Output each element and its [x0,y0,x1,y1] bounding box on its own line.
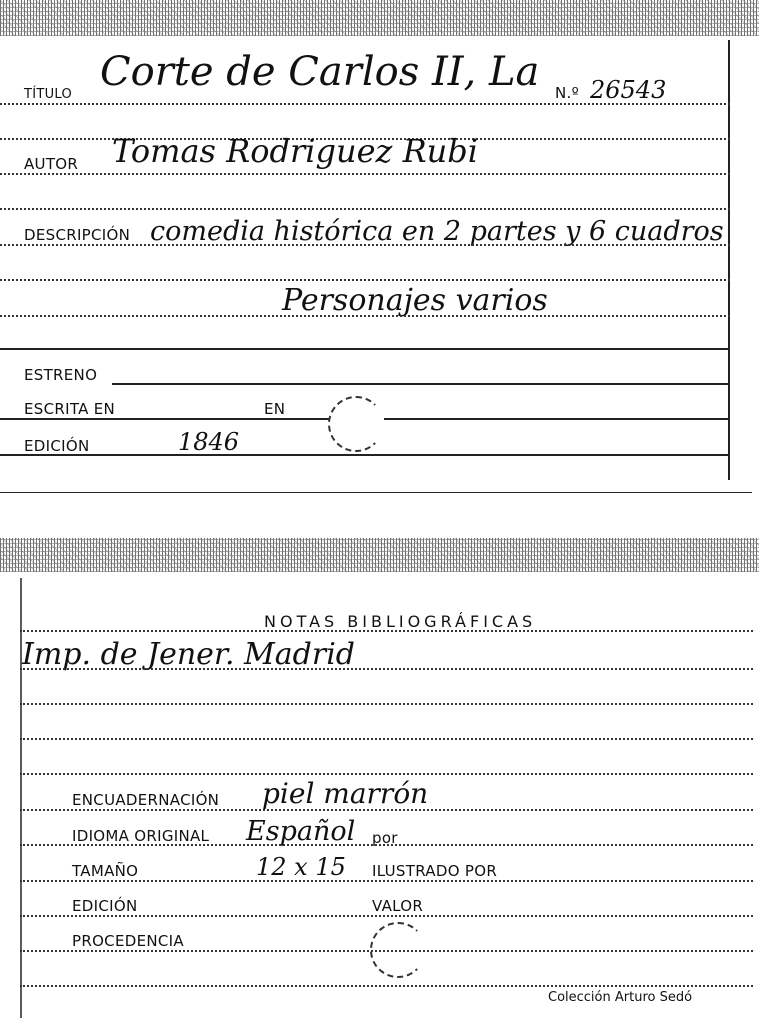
numero-label: N.º [555,84,579,102]
line [0,315,730,317]
titulo-value: Corte de Carlos II, La [100,49,540,95]
rule [0,454,730,456]
titulo-label: TÍTULO [24,87,73,102]
ilustrado-label: ILUSTRADO POR [372,862,498,880]
line [20,773,753,775]
line [20,950,753,952]
procedencia-label: PROCEDENCIA [72,932,184,950]
autor-value: Tomas Rodriguez Rubi [112,132,478,170]
por-label: por [372,829,398,847]
line [20,630,753,632]
line [20,844,753,846]
line [0,208,730,210]
edicion-label-2: EDICIÓN [72,897,138,915]
line [20,668,753,670]
rule [384,418,730,420]
descripcion-value: comedia histórica en 2 partes y 6 cuadros [150,216,724,247]
collection-footer: Colección Arturo Sedó [548,990,693,1005]
rule [112,383,730,385]
line [0,173,730,175]
line [0,103,730,105]
line [0,244,730,246]
card-edge [728,40,730,480]
tamano-value: 12 x 15 [256,853,346,881]
line [0,279,730,281]
encuadernacion-value: piel marrón [262,777,429,810]
line [20,703,753,705]
idioma-label: IDIOMA ORIGINAL [72,827,210,845]
idioma-value: Español [246,816,356,847]
descripcion-label: DESCRIPCIÓN [24,226,131,244]
rule [0,418,330,420]
autor-label: AUTOR [24,155,79,173]
line [20,809,753,811]
tamano-label: TAMAÑO [72,862,139,880]
encuadernacion-label: ENCUADERNACIÓN [72,791,220,809]
edicion-value: 1846 [178,428,240,456]
en-label: EN [264,400,286,418]
estreno-label: ESTRENO [24,366,98,384]
escrita-label: ESCRITA EN [24,400,116,418]
numero-value: 26543 [590,76,667,104]
notas-heading: NOTAS BIBLIOGRÁFICAS [264,612,537,631]
card-separator [0,492,752,493]
stamp-mark [328,396,384,452]
line [20,738,753,740]
valor-label: VALOR [372,897,424,915]
edicion-label: EDICIÓN [24,437,90,455]
descripcion-value-2: Personajes varios [282,283,548,318]
line [20,880,753,882]
catalog-card-front [0,0,759,495]
line [20,985,753,987]
rule [0,348,730,350]
note-line-1: Imp. de Jener. Madrid [22,637,355,672]
line [20,915,753,917]
